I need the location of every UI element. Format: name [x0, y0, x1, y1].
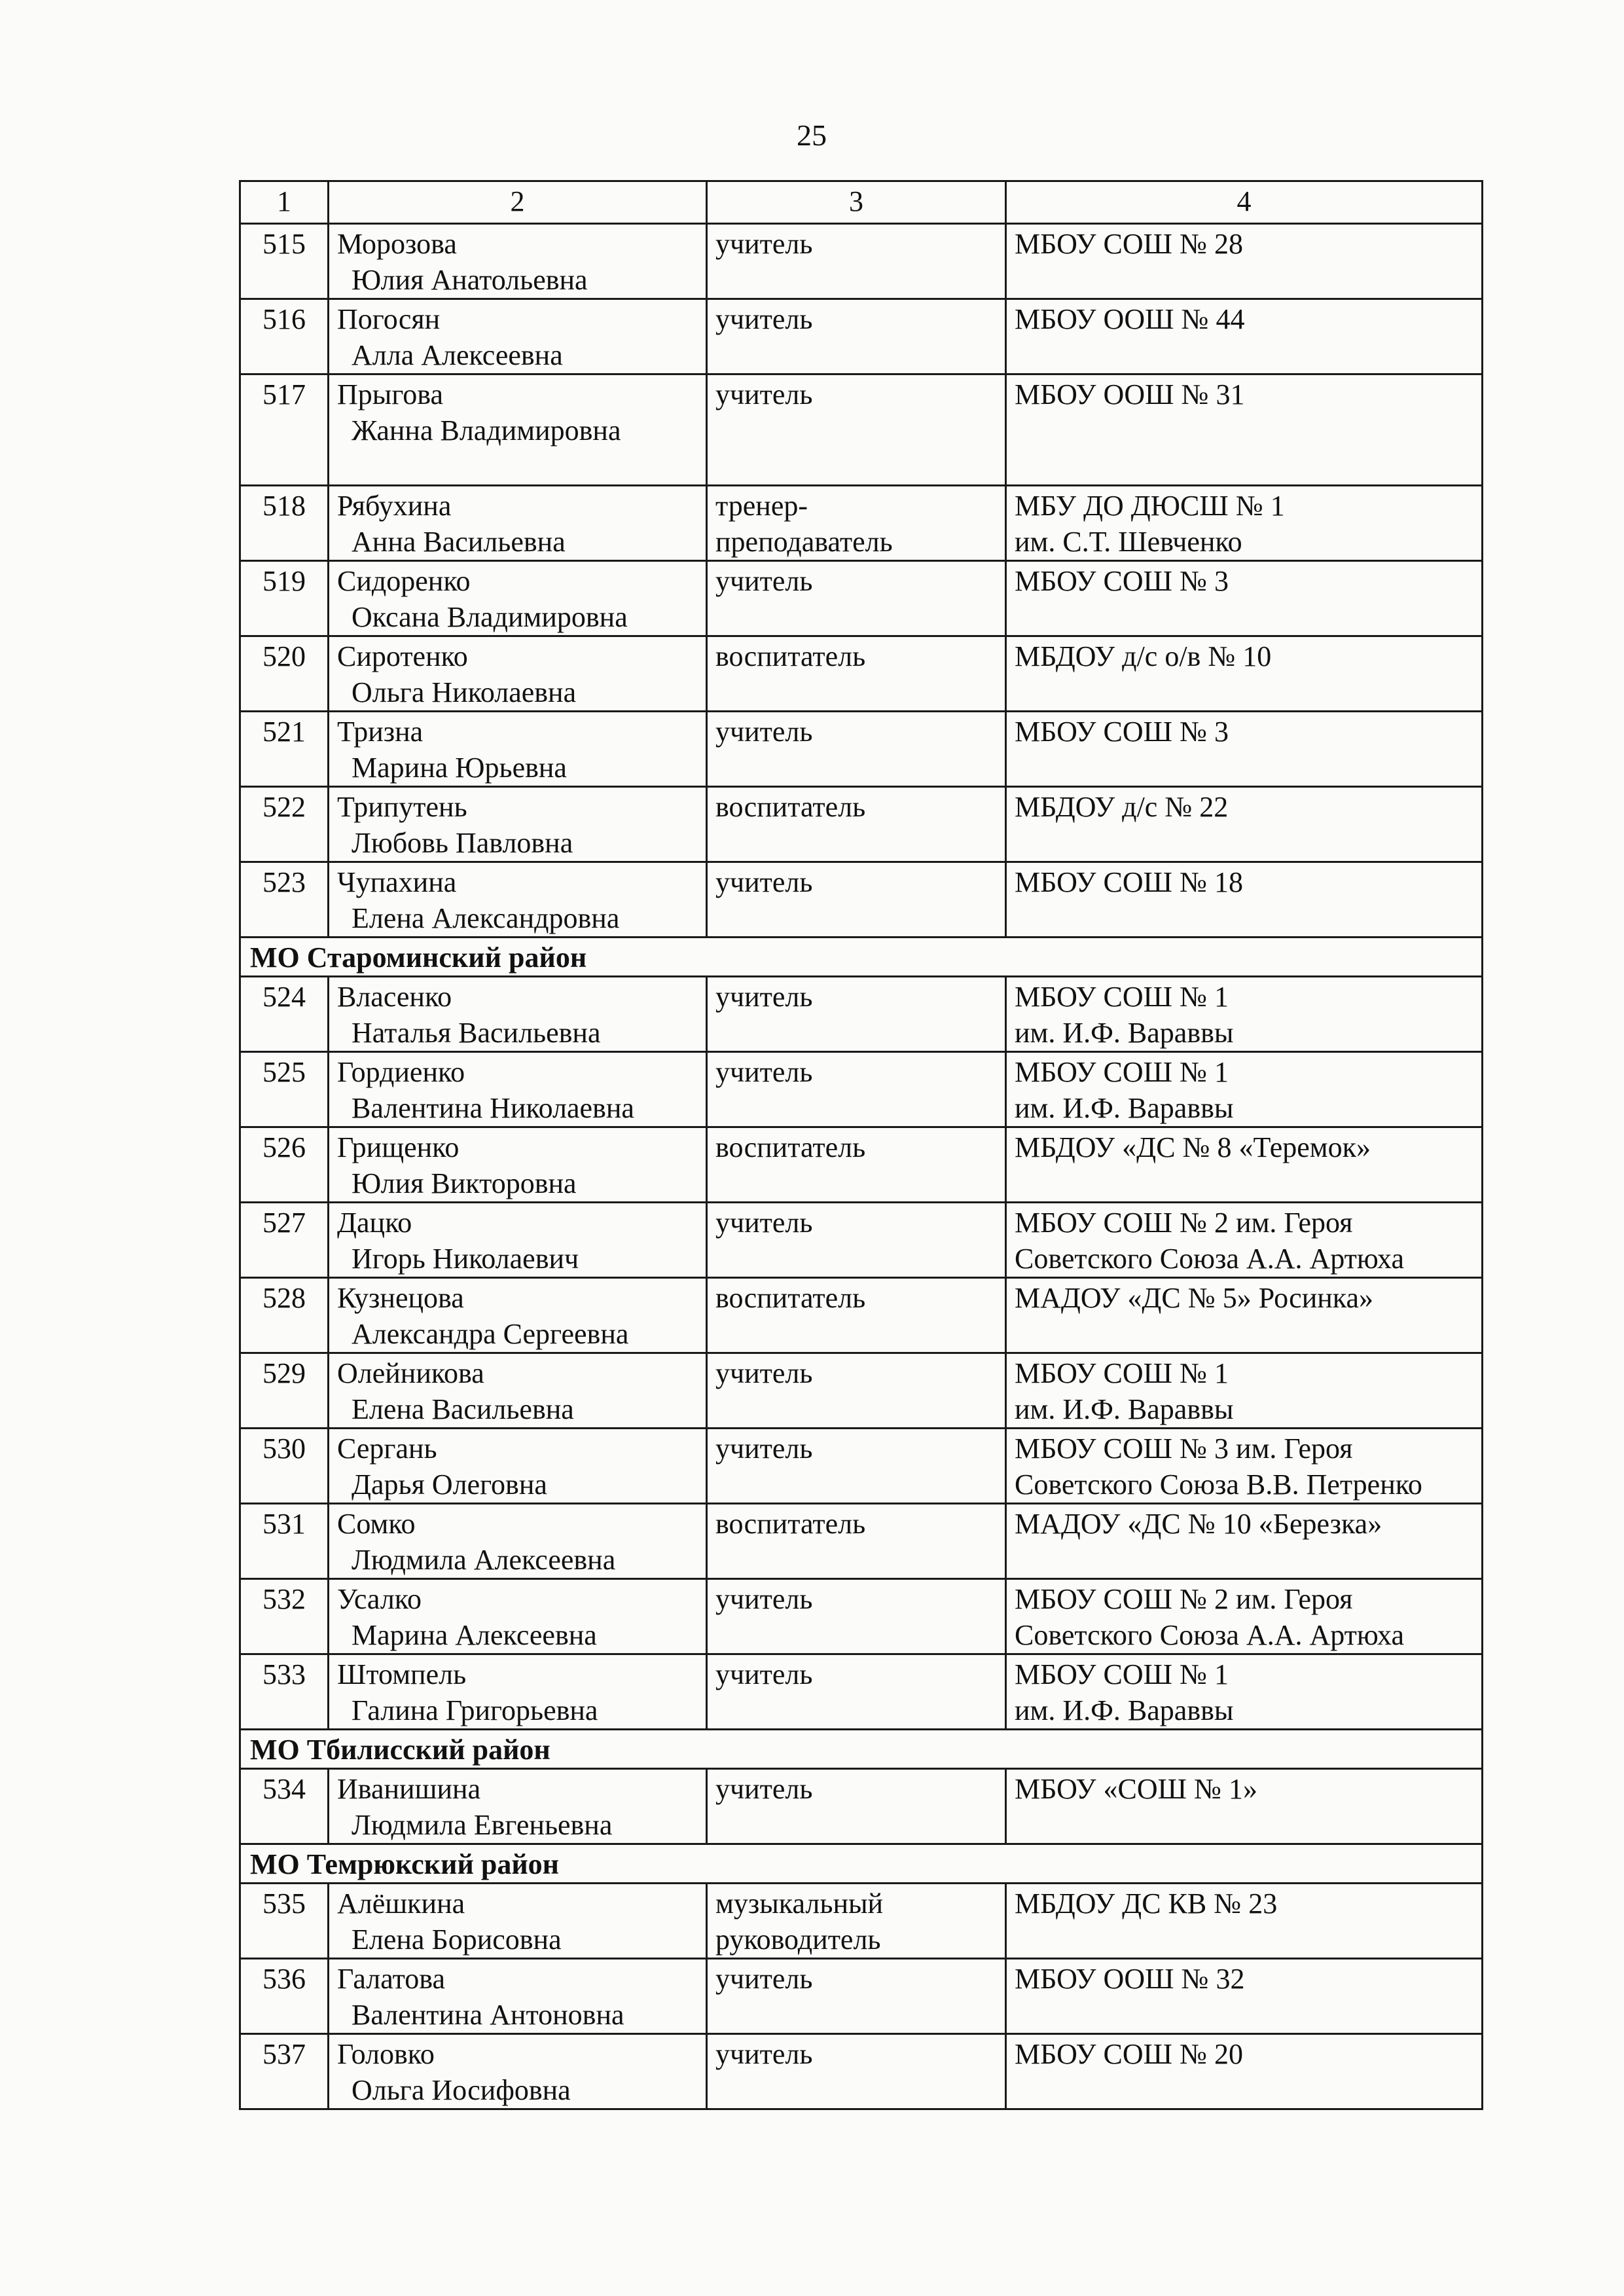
given-names: Дарья Олеговна: [352, 1468, 547, 1501]
organization-text: МБДОУ ДС КВ № 23: [1015, 1887, 1278, 1920]
position-text: преподаватель: [715, 526, 893, 558]
table-row: [240, 1353, 1483, 1429]
person-name-cell: [329, 299, 707, 374]
organization-cell: [1006, 299, 1483, 374]
person-name-cell: [329, 374, 707, 486]
surname: Погосян: [337, 303, 441, 335]
organization-cell: [1006, 1579, 1483, 1654]
given-names: Ольга Николаевна: [352, 676, 577, 708]
position-cell: [707, 486, 1006, 561]
organization-text: МАДОУ «ДС № 10 «Березка»: [1015, 1508, 1382, 1540]
organization-cell: [1006, 1052, 1483, 1127]
staff-table: [239, 180, 1483, 2110]
surname: Чупахина: [337, 866, 457, 898]
row-number: 516: [240, 299, 329, 374]
surname: Гордиенко: [337, 1056, 465, 1088]
organization-cell: [1006, 486, 1483, 561]
person-name-cell: [329, 1579, 707, 1654]
organization-text: МБОУ «СОШ № 1»: [1015, 1773, 1258, 1805]
organization-text: им. И.Ф. Вараввы: [1015, 1092, 1234, 1124]
given-names: Ольга Иосифовна: [352, 2074, 571, 2106]
position-cell: [707, 1203, 1006, 1278]
person-name-cell: [329, 1769, 707, 1844]
person-name-cell: [329, 712, 707, 787]
row-number: 531: [240, 1504, 329, 1579]
row-number: 520: [240, 636, 329, 712]
organization-text: им. С.Т. Шевченко: [1015, 526, 1242, 558]
organization-cell: [1006, 977, 1483, 1052]
given-names: Любовь Павловна: [352, 827, 573, 859]
table-row: [240, 486, 1483, 561]
row-number: 522: [240, 787, 329, 862]
surname: Иванишина: [337, 1773, 481, 1805]
organization-cell: [1006, 561, 1483, 636]
table-row: [240, 1504, 1483, 1579]
organization-text: МБОУ СОШ № 20: [1015, 2038, 1244, 2070]
row-number: 535: [240, 1884, 329, 1959]
section-header-row: [240, 1730, 1483, 1769]
surname: Усалко: [337, 1583, 422, 1615]
surname: Сиротенко: [337, 640, 468, 672]
row-number: 529: [240, 1353, 329, 1429]
given-names: Галина Григорьевна: [352, 1694, 598, 1726]
position-cell: [707, 1504, 1006, 1579]
organization-text: МБОУ СОШ № 3 им. Героя: [1015, 1432, 1353, 1465]
position-cell: [707, 1429, 1006, 1504]
person-name-cell: [329, 1884, 707, 1959]
position-cell: [707, 224, 1006, 299]
organization-text: Советского Союза А.А. Артюха: [1015, 1619, 1404, 1651]
table-row: [240, 1429, 1483, 1504]
position-cell: [707, 862, 1006, 938]
row-number: 528: [240, 1278, 329, 1353]
position-cell: [707, 1127, 1006, 1203]
row-number: 537: [240, 2034, 329, 2109]
table-row: [240, 1579, 1483, 1654]
organization-text: МБОУ ООШ № 31: [1015, 378, 1245, 410]
surname: Морозова: [337, 228, 457, 260]
given-names: Валентина Николаевна: [352, 1092, 634, 1124]
organization-cell: [1006, 1654, 1483, 1730]
organization-cell: [1006, 1769, 1483, 1844]
surname: Олейникова: [337, 1357, 484, 1389]
surname: Прыгова: [337, 378, 444, 410]
organization-cell: [1006, 1884, 1483, 1959]
surname: Сомко: [337, 1508, 416, 1540]
given-names: Марина Юрьевна: [352, 752, 567, 784]
row-number: 536: [240, 1959, 329, 2034]
table-row: [240, 636, 1483, 712]
position-text: учитель: [715, 716, 813, 748]
organization-cell: [1006, 2034, 1483, 2109]
row-number: 517: [240, 374, 329, 486]
organization-text: МБОУ СОШ № 2 им. Героя: [1015, 1207, 1353, 1239]
section-header-row: [240, 1844, 1483, 1884]
row-number: 523: [240, 862, 329, 938]
person-name-cell: [329, 1353, 707, 1429]
organization-cell: [1006, 1504, 1483, 1579]
surname: Сидоренко: [337, 565, 471, 597]
person-name-cell: [329, 561, 707, 636]
table-row: [240, 1052, 1483, 1127]
organization-text: им. И.Ф. Вараввы: [1015, 1017, 1234, 1049]
row-number: 533: [240, 1654, 329, 1730]
organization-text: МБОУ ООШ № 32: [1015, 1963, 1245, 1995]
table-row: [240, 1884, 1483, 1959]
section-header-row: [240, 938, 1483, 977]
row-number: 534: [240, 1769, 329, 1844]
position-text: учитель: [715, 1056, 813, 1088]
row-number: 526: [240, 1127, 329, 1203]
table-row: [240, 1278, 1483, 1353]
table-row: [240, 1127, 1483, 1203]
table-row: [240, 787, 1483, 862]
given-names: Игорь Николаевич: [352, 1243, 579, 1275]
position-cell: [707, 561, 1006, 636]
person-name-cell: [329, 1654, 707, 1730]
row-number: 515: [240, 224, 329, 299]
organization-text: МБДОУ «ДС № 8 «Теремок»: [1015, 1131, 1371, 1163]
given-names: Елена Александровна: [352, 902, 620, 934]
position-text: воспитатель: [715, 640, 866, 672]
position-cell: [707, 2034, 1006, 2109]
surname: Рябухина: [337, 490, 452, 522]
column-header-4: 4: [1006, 181, 1483, 224]
position-text: учитель: [715, 228, 813, 260]
organization-cell: [1006, 1278, 1483, 1353]
surname: Галатова: [337, 1963, 445, 1995]
organization-cell: [1006, 1203, 1483, 1278]
organization-text: МБОУ СОШ № 18: [1015, 866, 1244, 898]
person-name-cell: [329, 486, 707, 561]
given-names: Алла Алексеевна: [352, 339, 563, 371]
given-names: Марина Алексеевна: [352, 1619, 597, 1651]
given-names: Юлия Викторовна: [352, 1167, 577, 1199]
table-row: [240, 561, 1483, 636]
surname: Головко: [337, 2038, 435, 2070]
table-row: [240, 299, 1483, 374]
page-number: 25: [797, 118, 827, 152]
surname: Дацко: [337, 1207, 412, 1239]
position-text: музыкальный: [715, 1887, 884, 1920]
organization-text: МБОУ СОШ № 3: [1015, 565, 1229, 597]
person-name-cell: [329, 1959, 707, 2034]
position-text: учитель: [715, 565, 813, 597]
position-text: учитель: [715, 1773, 813, 1805]
table-row: [240, 862, 1483, 938]
organization-text: Советского Союза А.А. Артюха: [1015, 1243, 1404, 1275]
organization-cell: [1006, 787, 1483, 862]
given-names: Анна Васильевна: [352, 526, 566, 558]
column-header-3: 3: [707, 181, 1006, 224]
organization-cell: [1006, 1353, 1483, 1429]
row-number: 518: [240, 486, 329, 561]
position-text: тренер-: [715, 490, 808, 522]
position-cell: [707, 299, 1006, 374]
column-header-1: 1: [240, 181, 329, 224]
table-header: [240, 181, 1483, 224]
person-name-cell: [329, 1278, 707, 1353]
person-name-cell: [329, 1127, 707, 1203]
position-cell: [707, 712, 1006, 787]
given-names: Юлия Анатольевна: [352, 264, 588, 296]
organization-text: Советского Союза В.В. Петренко: [1015, 1468, 1422, 1501]
position-text: учитель: [715, 2038, 813, 2070]
header-row: [240, 181, 1483, 224]
row-number: 521: [240, 712, 329, 787]
organization-text: МБОУ ООШ № 44: [1015, 303, 1245, 335]
organization-text: МБУ ДО ДЮСШ № 1: [1015, 490, 1285, 522]
row-number: 519: [240, 561, 329, 636]
position-cell: [707, 977, 1006, 1052]
organization-text: МБОУ СОШ № 1: [1015, 1357, 1229, 1389]
section-title: МО Староминский район: [240, 938, 1483, 977]
given-names: Оксана Владимировна: [352, 601, 628, 633]
person-name-cell: [329, 787, 707, 862]
column-header-2: 2: [329, 181, 707, 224]
position-text: учитель: [715, 1432, 813, 1465]
position-cell: [707, 1353, 1006, 1429]
surname: Власенко: [337, 981, 452, 1013]
organization-text: им. И.Ф. Вараввы: [1015, 1694, 1234, 1726]
row-number: 524: [240, 977, 329, 1052]
person-name-cell: [329, 2034, 707, 2109]
person-name-cell: [329, 1052, 707, 1127]
section-title: МО Тбилисский район: [240, 1730, 1483, 1769]
position-text: воспитатель: [715, 1508, 866, 1540]
given-names: Людмила Алексеевна: [352, 1544, 616, 1576]
position-text: учитель: [715, 866, 813, 898]
organization-text: МБОУ СОШ № 1: [1015, 981, 1229, 1013]
row-number: 532: [240, 1579, 329, 1654]
position-cell: [707, 1959, 1006, 2034]
person-name-cell: [329, 1504, 707, 1579]
row-number: 525: [240, 1052, 329, 1127]
section-title: МО Темрюкский район: [240, 1844, 1483, 1884]
table-row: [240, 2034, 1483, 2109]
position-text: учитель: [715, 1357, 813, 1389]
person-name-cell: [329, 636, 707, 712]
table-row: [240, 374, 1483, 486]
organization-text: МАДОУ «ДС № 5» Росинка»: [1015, 1282, 1374, 1314]
position-cell: [707, 1052, 1006, 1127]
table-row: [240, 1959, 1483, 2034]
position-cell: [707, 787, 1006, 862]
surname: Сергань: [337, 1432, 437, 1465]
position-cell: [707, 1769, 1006, 1844]
row-number: 527: [240, 1203, 329, 1278]
person-name-cell: [329, 1429, 707, 1504]
position-cell: [707, 1884, 1006, 1959]
position-cell: [707, 374, 1006, 486]
position-text: учитель: [715, 981, 813, 1013]
person-name-cell: [329, 224, 707, 299]
position-text: воспитатель: [715, 1282, 866, 1314]
position-cell: [707, 636, 1006, 712]
person-name-cell: [329, 862, 707, 938]
organization-text: МБОУ СОШ № 1: [1015, 1056, 1229, 1088]
organization-cell: [1006, 862, 1483, 938]
position-text: учитель: [715, 1583, 813, 1615]
person-name-cell: [329, 977, 707, 1052]
table-row: [240, 1203, 1483, 1278]
person-name-cell: [329, 1203, 707, 1278]
given-names: Жанна Владимировна: [352, 414, 621, 446]
table-row: [240, 712, 1483, 787]
organization-cell: [1006, 1959, 1483, 2034]
organization-text: МБОУ СОШ № 28: [1015, 228, 1244, 260]
given-names: Елена Васильевна: [352, 1393, 574, 1425]
position-text: воспитатель: [715, 791, 866, 823]
table-body: [240, 224, 1483, 2109]
organization-text: МБОУ СОШ № 1: [1015, 1658, 1229, 1690]
surname: Тризна: [337, 716, 424, 748]
position-text: воспитатель: [715, 1131, 866, 1163]
table-row: [240, 224, 1483, 299]
given-names: Александра Сергеевна: [352, 1318, 629, 1350]
position-cell: [707, 1579, 1006, 1654]
surname: Алёшкина: [337, 1887, 465, 1920]
organization-text: МБДОУ д/с о/в № 10: [1015, 640, 1272, 672]
position-text: учитель: [715, 303, 813, 335]
table-row: [240, 1769, 1483, 1844]
given-names: Елена Борисовна: [352, 1923, 562, 1956]
organization-cell: [1006, 224, 1483, 299]
surname: Грищенко: [337, 1131, 460, 1163]
surname: Кузнецова: [337, 1282, 464, 1314]
table-row: [240, 977, 1483, 1052]
position-cell: [707, 1654, 1006, 1730]
organization-cell: [1006, 1127, 1483, 1203]
given-names: Валентина Антоновна: [352, 1999, 624, 2031]
table-row: [240, 1654, 1483, 1730]
organization-cell: [1006, 636, 1483, 712]
organization-text: МБОУ СОШ № 2 им. Героя: [1015, 1583, 1353, 1615]
organization-cell: [1006, 1429, 1483, 1504]
row-number: 530: [240, 1429, 329, 1504]
surname: Штомпель: [337, 1658, 467, 1690]
organization-text: МБДОУ д/с № 22: [1015, 791, 1229, 823]
given-names: Людмила Евгеньевна: [352, 1809, 613, 1841]
organization-text: МБОУ СОШ № 3: [1015, 716, 1229, 748]
position-text: учитель: [715, 378, 813, 410]
surname: Трипутень: [337, 791, 467, 823]
position-text: учитель: [715, 1963, 813, 1995]
organization-text: им. И.Ф. Вараввы: [1015, 1393, 1234, 1425]
position-text: учитель: [715, 1658, 813, 1690]
position-text: учитель: [715, 1207, 813, 1239]
given-names: Наталья Васильевна: [352, 1017, 601, 1049]
organization-cell: [1006, 712, 1483, 787]
position-text: руководитель: [715, 1923, 881, 1956]
position-cell: [707, 1278, 1006, 1353]
organization-cell: [1006, 374, 1483, 486]
